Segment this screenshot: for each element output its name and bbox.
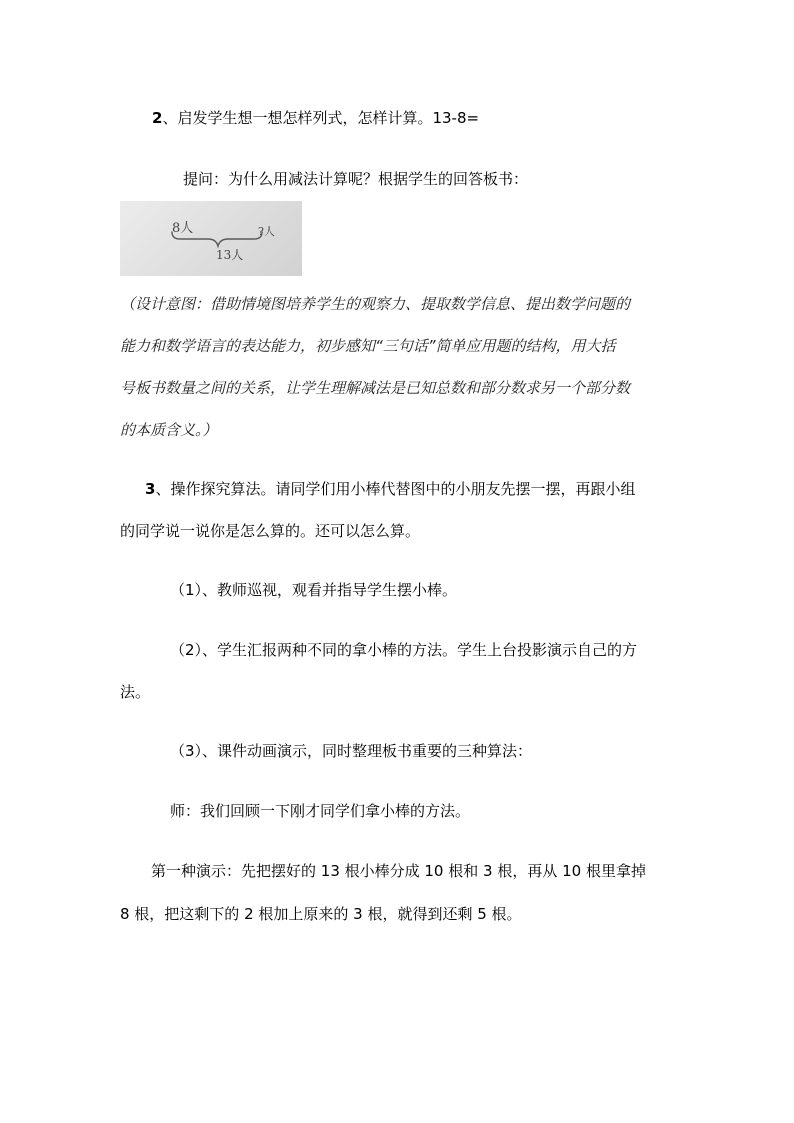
step-2-line-2: 法。: [120, 683, 151, 701]
question-text: 提问：为什么用减法计算呢？根据学生的回答板书：: [183, 170, 529, 188]
step-3: （3）、课件动画演示，同时整理板书重要的三种算法：: [170, 742, 533, 760]
section-3-line-2: 的同学说一说你是怎么算的。还可以怎么算。: [120, 522, 421, 540]
board-label-total: 13人: [216, 248, 244, 262]
section-2-text: 、启发学生想一想怎样列式，怎样计算。13-8=: [162, 109, 480, 127]
section-3-heading: [145, 479, 635, 499]
demo-1-line-2: 8 根，把这剩下的 2 根加上原来的 3 根，就得到还剩 5 根。: [120, 905, 522, 923]
section-3-number: 3: [145, 480, 156, 498]
board-sketch-photo: [120, 201, 302, 276]
board-label-right: ?人: [258, 225, 275, 238]
board-label-left: 8人: [172, 221, 194, 236]
section-3-line-1: 、操作探究算法。请同学们用小棒代替图中的小朋友先摆一摆，再跟小组: [155, 480, 636, 498]
step-2-line-1: （2）、学生汇报两种不同的拿小棒的方法。学生上台投影演示自己的方: [170, 641, 638, 659]
design-intent-line-1: （设计意图：借助情境图培养学生的观察力、提取数学信息、提出数学问题的: [120, 295, 631, 313]
teacher-line: 师：我们回顾一下刚才同学们拿小棒的方法。: [170, 802, 471, 820]
design-intent-line-3: 号板书数量之间的关系，让学生理解减法是已知总数和部分数求另一个部分数: [120, 379, 631, 397]
step-1: （1）、教师巡视，观看并指导学生摆小棒。: [170, 581, 458, 599]
section-2-heading: [152, 108, 479, 128]
section-2-number: 2: [152, 109, 163, 127]
design-intent-line-4: 的本质含义。）: [120, 421, 218, 439]
design-intent-line-2: 能力和数学语言的表达能力，初步感知“三句话”简单应用题的结构，用大括: [120, 337, 616, 355]
demo-1-line-1: 第一种演示：先把摆好的 13 根小棒分成 10 根和 3 根，再从 10 根里拿掉: [151, 862, 646, 880]
board-sketch-drawing: [120, 201, 302, 276]
